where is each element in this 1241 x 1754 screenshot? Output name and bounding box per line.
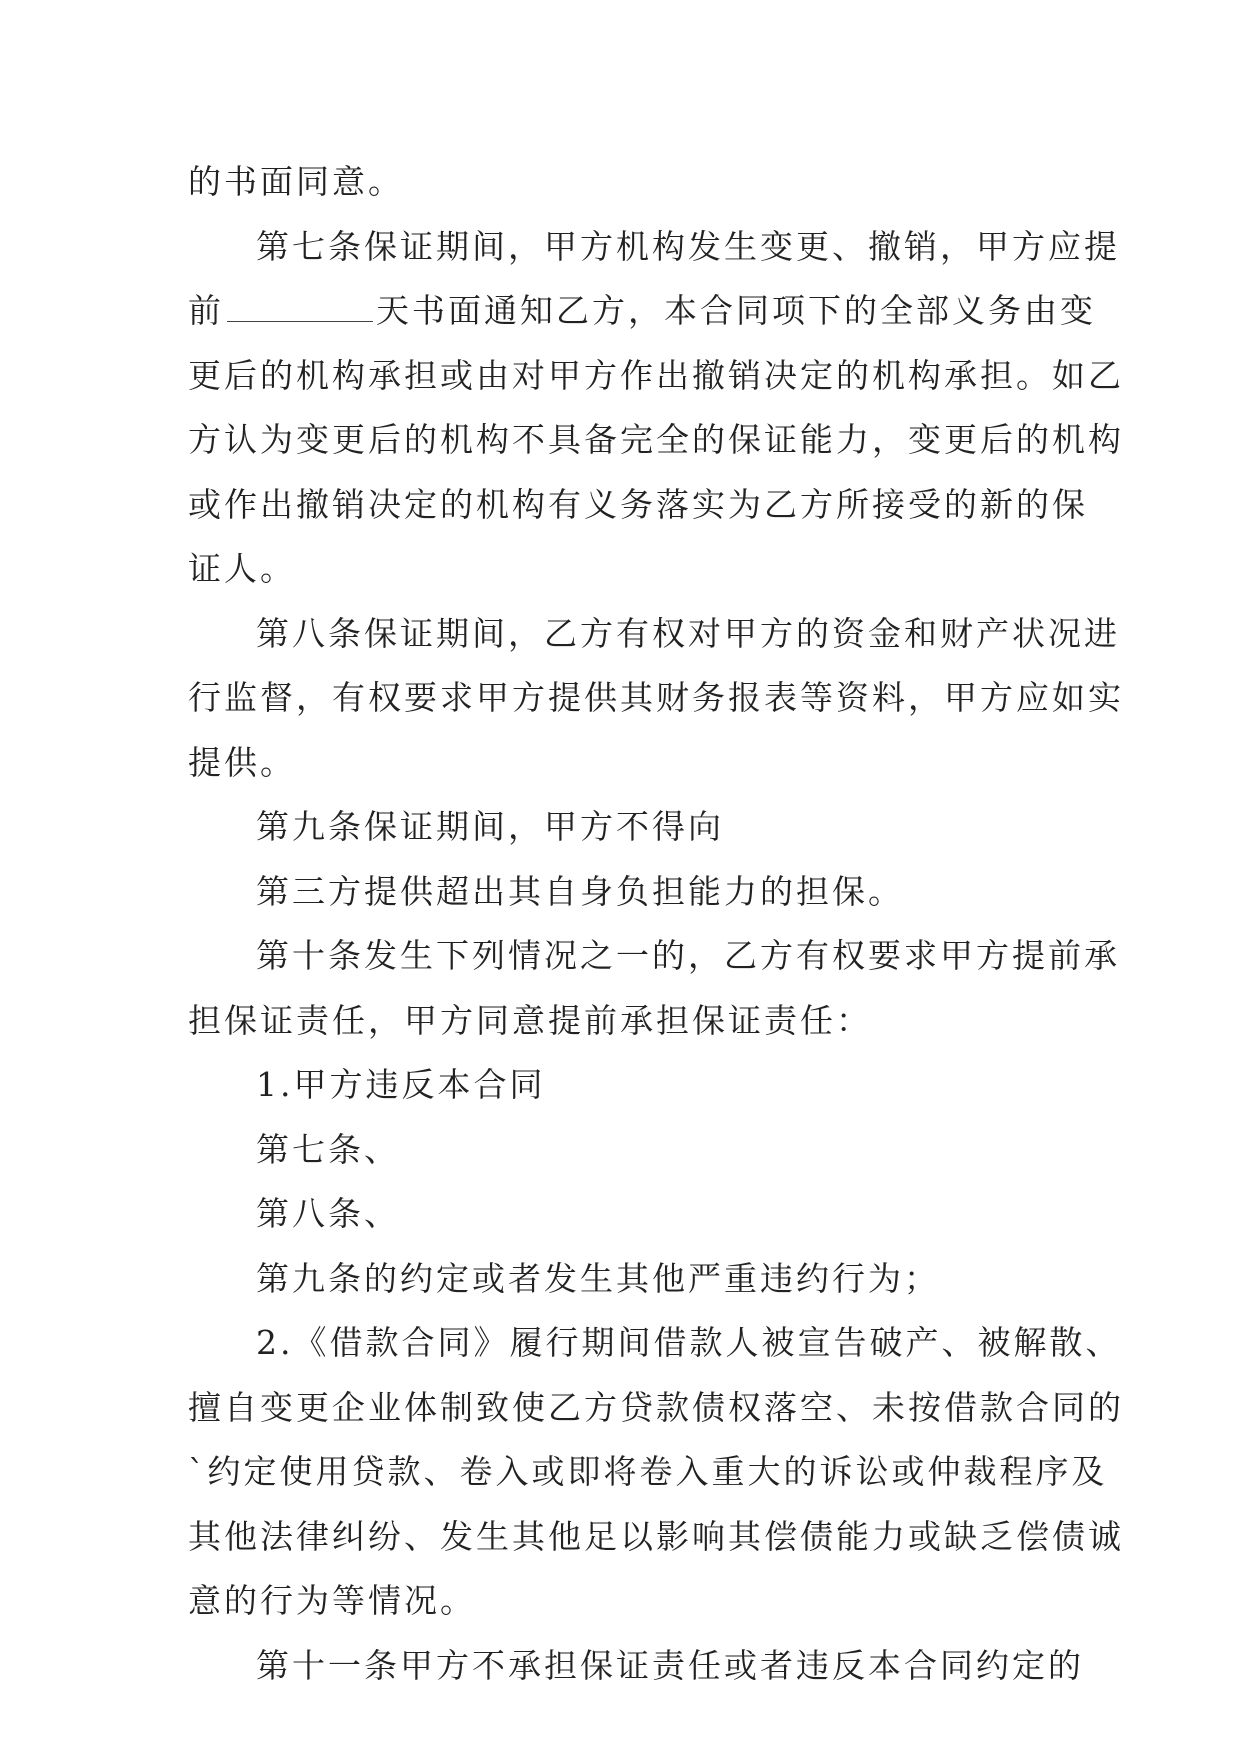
text-line: 担保证责任，甲方同意提前承担保证责任： xyxy=(188,1000,872,1040)
fill-in-blank xyxy=(227,291,373,322)
text-line: 1.甲方违反本合同 xyxy=(256,1065,546,1104)
text-line: 行监督，有权要求甲方提供其财务报表等资料，甲方应如实 xyxy=(188,678,1124,717)
text-line: 第十一条甲方不承担保证责任或者违反本合同约定的 xyxy=(256,1645,1084,1685)
text-line: 更后的机构承担或由对甲方作出撤销决定的机构承担。如乙 xyxy=(188,355,1124,395)
text-line: 第十条发生下列情况之一的，乙方有权要求甲方提前承 xyxy=(256,936,1120,975)
text-line: 第八条、 xyxy=(256,1194,400,1233)
text-line: 第七条、 xyxy=(256,1129,400,1169)
text-line: 第九条的约定或者发生其他严重违约行为； xyxy=(256,1258,940,1298)
text-line: 第八条保证期间，乙方有权对甲方的资金和财产状况进 xyxy=(256,613,1120,653)
text-line: 其他法律纠纷、发生其他足以影响其偿债能力或缺乏偿债诚 xyxy=(188,1516,1124,1556)
text-line: 方认为变更后的机构不具备完全的保证能力，变更后的机构 xyxy=(188,420,1124,459)
text-segment: 天书面通知乙方，本合同项下的全部义务由变 xyxy=(376,291,1096,330)
text-segment: 前 xyxy=(188,291,224,330)
text-line-with-blank xyxy=(188,279,1096,344)
text-line: 的书面同意。 xyxy=(188,162,404,201)
text-line: 或作出撤销决定的机构有义务落实为乙方所接受的新的保 xyxy=(188,484,1088,524)
text-line: 提供。 xyxy=(188,742,296,782)
text-line: 证人。 xyxy=(188,549,296,588)
text-line: 2.《借款合同》履行期间借款人被宣告破产、被解散、 xyxy=(256,1323,1122,1362)
contract-text xyxy=(188,150,1124,1698)
text-line: 第九条保证期间，甲方不得向 xyxy=(256,807,724,846)
text-line: 第七条保证期间，甲方机构发生变更、撤销，甲方应提 xyxy=(256,226,1120,266)
text-line: 意的行为等情况。 xyxy=(188,1581,476,1620)
text-line: `约定使用贷款、卷入或即将卷入重大的诉讼或仲裁程序及 xyxy=(188,1452,1108,1491)
text-line: 第三方提供超出其自身负担能力的担保。 xyxy=(256,871,904,911)
text-line: 擅自变更企业体制致使乙方贷款债权落空、未按借款合同的 xyxy=(188,1387,1124,1427)
